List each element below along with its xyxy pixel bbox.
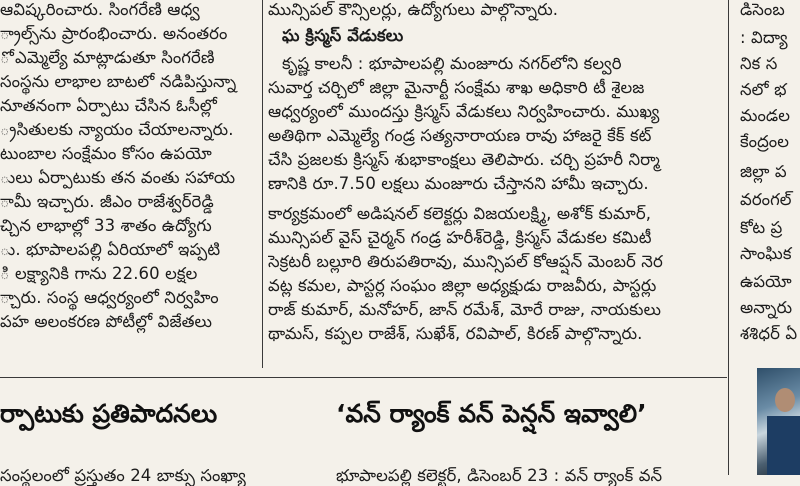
right-line: నలో భ bbox=[740, 80, 787, 99]
article-line: అతిథిగా ఎమ్మెల్యే గండ్ర సత్యనారాయణ రావు హాజరై కేక్ కట్ bbox=[268, 126, 652, 145]
left-line: ్చారు. సంస్థ ఆధ్వర్యంలో నిర్వహిం bbox=[0, 288, 219, 307]
left-line: ు. భూపాలపల్లి ఏరియాలో ఇప్పటి bbox=[0, 240, 221, 259]
photo-person-head bbox=[775, 388, 795, 412]
left-line: ఆవిష్కరించారు. సింగరేణి ఆధ్వ bbox=[0, 0, 200, 19]
left-line: సంస్థను లాభాల బాటలో నడిపిస్తున్నా bbox=[0, 72, 237, 91]
right-line: జిల్లా ప bbox=[740, 162, 787, 181]
right-article-column bbox=[740, 0, 800, 362]
left-line: ్రాల్స్‌ను ప్రారంభించారు. అనంతరం bbox=[0, 24, 228, 43]
left-line: ామీ ఇచ్చారు. జీఎం రాజేశ్వర్‌రెడ్డి bbox=[0, 192, 214, 211]
section-divider bbox=[0, 377, 727, 378]
bottom-partial-right: భూపాలపల్లి కలెక్టర్, డిసెంబర్ 23 : వన్ ర్యాంక్ వన్ bbox=[336, 466, 663, 485]
left-line: నూతనంగా ఏర్పాటు చేసిన ఓసీల్లో bbox=[0, 96, 217, 115]
right-line: సాంఘిక bbox=[740, 244, 792, 263]
right-line: మండల bbox=[740, 106, 791, 125]
right-line: డిసెంబ bbox=[740, 0, 785, 19]
left-line: ులు ఏర్పాటుకు తన వంతు సహాయ bbox=[0, 168, 236, 187]
left-article-column bbox=[0, 0, 258, 365]
article-top-line: మున్సిపల్ కౌన్సిలర్లు, ఉద్యోగులు పాల్గొన్నారు. bbox=[268, 0, 559, 19]
right-line: అన్నారు bbox=[740, 298, 793, 317]
article-line: ణానికి రూ.7.50 లక్షలు మంజూరు చేస్తానని హామీ ఇచ్చారు. bbox=[268, 174, 649, 193]
right-line: శశిధర్ ఏ bbox=[740, 324, 798, 343]
left-line: టుంబాల సంక్షేమం కోసం ఉపయో bbox=[0, 144, 212, 163]
left-line: ి లక్ష్యానికి గాను 22.60 లక్షల bbox=[0, 264, 198, 283]
right-line: వరంగల్ bbox=[740, 190, 792, 209]
article-line: చేసి ప్రజలకు క్రిస్మస్ శుభాకాంక్షలు తెలిపారు. చర్చి ప్రహరీ నిర్మా bbox=[268, 150, 660, 169]
article-line: ఆధ్వర్యంలో ముందస్తు క్రిస్మస్ వేడుకలు నిర్వహించారు. ముఖ్య bbox=[268, 102, 660, 121]
middle-article-column bbox=[268, 0, 690, 365]
right-line: కేంద్రంల bbox=[740, 132, 789, 151]
left-line: పహ అలంకరణ పోటీల్లో విజేతలు bbox=[0, 312, 213, 331]
article-line: థామస్, కప్పల రాజేశ్, సుఖేశ్, రవిపాల్, కిరణ్ పాల్గొన్నారు. bbox=[268, 324, 643, 343]
article-subheading: ఘ క్రిస్మస్ వేడుకలు bbox=[282, 26, 404, 45]
article-line: సెక్రటరీ బల్లూరి తిరుపతిరావు, మున్సిపల్ కోఆప్షన్ మెంబర్ నెర bbox=[268, 252, 663, 271]
headline-left: ర్పాటుకు ప్రతిపాదనలు bbox=[0, 399, 218, 428]
article-line: కార్యక్రమంలో అడిషనల్ కలెక్టర్లు విజయలక్ష్మి, అశోక్ కుమార్, bbox=[268, 204, 652, 223]
article-line: కృష్ణ కాలనీ : భూపాలపల్లి మంజూరు నగర్‌లోని కల్వరి bbox=[282, 54, 622, 73]
article-line: వట్ల కమల, పాస్టర్ల సంఘం జిల్లా అధ్యక్షుడు రాజవీరు, పాస్టర్లు bbox=[268, 276, 657, 295]
right-line: కోట ప్ర bbox=[740, 218, 783, 237]
left-line: ో ఎమ్మెల్యే మాట్లాడుతూ సింగరేణి bbox=[0, 48, 215, 67]
right-line: : విద్యా bbox=[740, 28, 788, 47]
headline-right: ‘వన్ ర్యాంక్ వన్ పెన్షన్ ఇవ్వాలి’ bbox=[336, 399, 647, 428]
bottom-partial-left: సంస్థలంలో ప్రస్తుతం 24 బాక్సు సంఖ్యా bbox=[0, 466, 246, 485]
left-line: ్రసితులకు న్యాయం చేయాలన్నారు. bbox=[0, 120, 234, 139]
article-line: సువార్త చర్చిలో జిల్లా మైనార్టీ సంక్షేమ శాఖ అధికారి టీ శైలజ bbox=[268, 78, 645, 97]
news-photo bbox=[757, 368, 800, 475]
article-line: మున్సిపల్ వైస్ చైర్మన్ గండ్ర హరీశ్‌రెడ్డి, క్రిస్మస్ వేడుకల కమిటీ bbox=[268, 228, 652, 247]
left-line: చ్చిన లాభాల్లో 33 శాతం ఉద్యోగు bbox=[0, 216, 212, 235]
photo-person-body bbox=[767, 416, 800, 475]
article-line: రాజ్ కుమార్, మనోహర్, జాన్ రమేశ్, మోరే రాజు, నాయకులు bbox=[268, 300, 662, 319]
column-divider-right bbox=[728, 0, 729, 475]
right-line: నిక స bbox=[740, 54, 778, 73]
column-divider-left bbox=[262, 0, 263, 368]
right-line: ఉపయో bbox=[740, 272, 792, 291]
